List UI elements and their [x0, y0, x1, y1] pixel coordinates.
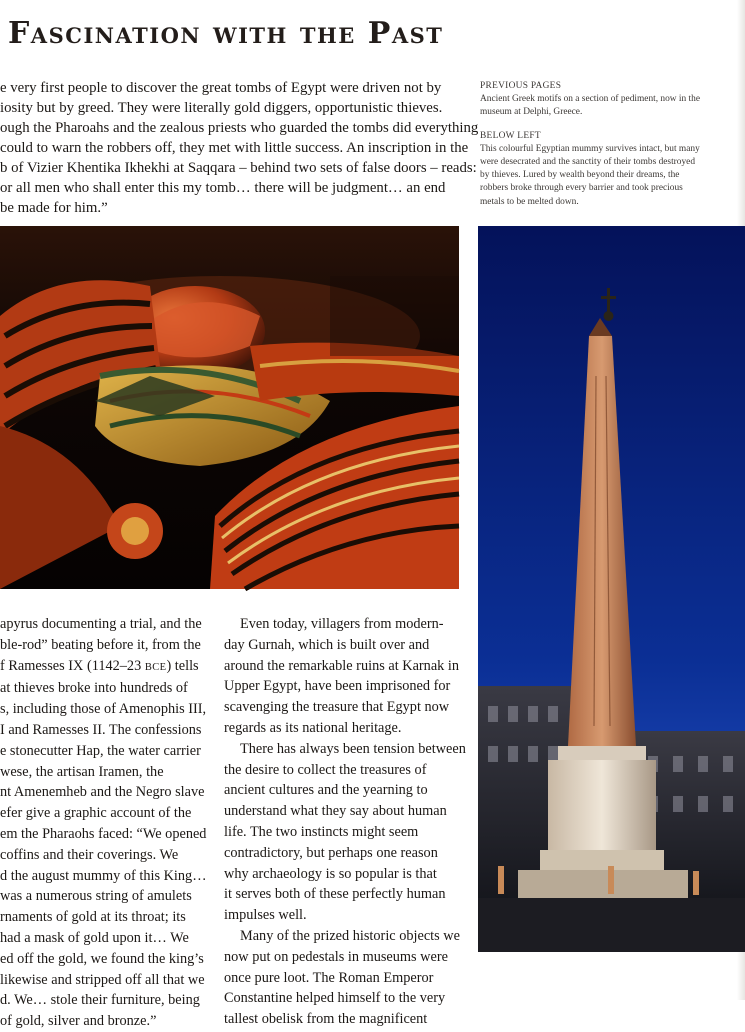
body-line: ed off the gold, we found the king’s: [0, 950, 204, 967]
body-line: There has always been tension between: [240, 740, 466, 757]
intro-line: ough the Pharoahs and the zealous priests who guarded the tombs did everything: [0, 120, 479, 136]
body-line: d. We… stole their furniture, being: [0, 992, 200, 1009]
intro-paragraph: [0, 78, 479, 218]
intro-line: be made for him.”: [0, 200, 108, 216]
body-line: wese, the artisan Iramen, the: [0, 763, 164, 780]
body-line-text: f Ramesses IX (1142–23: [0, 657, 145, 674]
intro-line: or all men who shall enter this my tomb… there will be judgment… an end: [0, 180, 446, 196]
caption-heading-below-left: BELOW LEFT: [480, 130, 541, 141]
body-line: ancient cultures and the yearning to: [224, 782, 428, 799]
era-abbreviation: BCE: [144, 661, 167, 673]
caption-line: by thieves. Lured by wealth beyond their dreams, the: [480, 170, 680, 181]
body-line: was a numerous string of amulets: [0, 888, 192, 905]
body-line: it serves both of these perfectly human: [224, 886, 446, 903]
caption-line: museum at Delphi, Greece.: [480, 107, 583, 118]
body-line: life. The two instincts might seem: [224, 823, 419, 840]
body-line: now put on pedestals in museums were: [224, 948, 448, 965]
body-column-right: [224, 614, 466, 1030]
body-line: I and Ramesses II. The confessions: [0, 721, 202, 738]
body-line: ble-rod” beating before it, from the: [0, 636, 201, 653]
photo-captions: [480, 80, 728, 209]
body-line: had a mask of gold upon it… We: [0, 929, 189, 946]
mummy-illustration: [0, 226, 459, 589]
body-line: nt Amenemheb and the Negro slave: [0, 784, 205, 801]
body-line: rnaments of gold at its throat; its: [0, 909, 186, 926]
body-line: likewise and stripped off all that we: [0, 971, 205, 988]
body-line: regards as its national heritage.: [224, 719, 402, 736]
obelisk-photo: [478, 226, 745, 952]
body-line: day Gurnah, which is built over and: [224, 636, 430, 653]
body-line: Upper Egypt, have been imprisoned for: [224, 678, 451, 695]
body-line-text: ) tells: [166, 657, 199, 674]
body-line: the desire to collect the treasures of: [224, 761, 427, 778]
caption-line: were desecrated and the sanctity of their tombs destroyed: [480, 157, 696, 168]
body-line: s, including those of Amenophis III,: [0, 701, 207, 718]
body-line: at thieves broke into hundreds of: [0, 680, 188, 697]
mummy-photo: [0, 226, 459, 589]
body-line: once pure loot. The Roman Emperor: [224, 969, 434, 986]
body-line: d the august mummy of this King…: [0, 867, 207, 884]
body-line: coffins and their coverings. We: [0, 846, 179, 863]
caption-line: metals to be melted down.: [480, 196, 579, 207]
body-line: around the remarkable ruins at Karnak in: [224, 657, 460, 674]
caption-line: Ancient Greek motifs on a section of pediment, now in the: [480, 94, 700, 105]
intro-line: iosity but by greed. They were literally gold diggers, opportunistic thieves.: [0, 100, 443, 116]
body-line: contradictory, but perhaps one reason: [224, 844, 438, 861]
body-line: efer give a graphic account of the: [0, 805, 192, 822]
caption-line: This colourful Egyptian mummy survives intact, but many: [480, 143, 700, 154]
body-line: Even today, villagers from modern-: [240, 616, 444, 632]
body-line: [0, 656, 212, 679]
body-line: apyrus documenting a trial, and the: [0, 616, 202, 632]
body-line: Constantine helped himself to the very: [224, 990, 446, 1007]
caption-line: robbers broke through every barrier and took precious: [480, 183, 683, 194]
body-column-left: [0, 614, 212, 1032]
intro-line: b of Vizier Khentika Ikhekhi at Saqqara – behind two sets of false doors – reads:: [0, 160, 477, 176]
body-line: Many of the prized historic objects we: [240, 927, 460, 944]
body-line: why archaeology is so popular is that: [224, 865, 437, 882]
obelisk-illustration: [478, 226, 745, 952]
body-line: impulses well.: [224, 907, 307, 924]
body-line: tallest obelisk from the magnificent: [224, 1011, 428, 1028]
intro-line: could to warn the robbers off, they met with little success. An inscription in the: [0, 140, 469, 156]
body-line: em the Pharaohs faced: “We opened: [0, 825, 207, 842]
body-line: of gold, silver and bronze.”: [0, 1013, 157, 1030]
page-title: Fascination with the Past: [8, 16, 444, 51]
body-line: scavenging the treasure that Egypt now: [224, 699, 450, 716]
body-line: e stonecutter Hap, the water carrier: [0, 742, 201, 759]
body-line: understand what they say about human: [224, 803, 447, 820]
caption-heading-previous: PREVIOUS PAGES: [480, 81, 562, 91]
intro-line: e very first people to discover the great tombs of Egypt were driven not by: [0, 80, 442, 96]
